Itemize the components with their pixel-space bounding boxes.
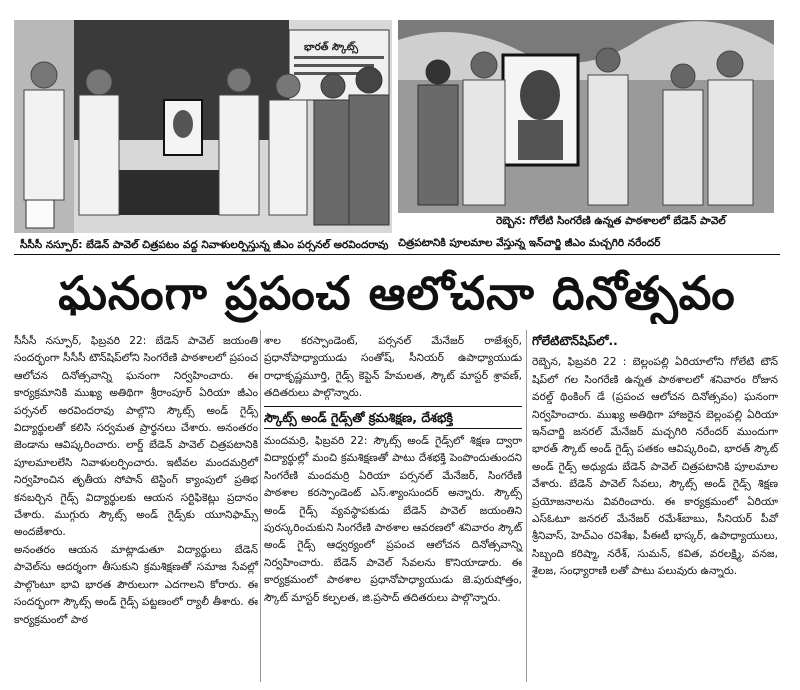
article-paragraph: అనంతరం ఆయన మాట్లాడుతూ విద్యార్థులు బేడెన్ పావెల్‌ను ఆదర్శంగా తీసుకుని క్రమశిక్షణతో సమాజ సేవల్లో పాల్గొంటూ భావి భారత పౌరులుగా ఎదగాలని కోరారు. ఈ సందర్భంగా స్కౌట్స్ అండ్ గైడ్స్ పట్టణంలో ర్యాలీ తీశారు. ఈ కార్యక్రమంలో పాఠ [14,543,258,626]
svg-text:భారత్ స్కౌట్స్: భారత్ స్కౌట్స్ [304,42,359,53]
article-paragraph: సీసీసీ నస్పూర్, ఫిబ్రవరి 22: బేడెన్ పావెల్ జయంతి సందర్భంగా సీసీసీ టౌన్‌షిప్‌లోని సింగరేణి పాఠశాలలో ప్రపంచ ఆలోచన దినోత్సవాన్ని ఘనంగా నిర్వహించారు. ఈ కార్యక్రమానికి ముఖ్య అతిథిగా శ్రీరాంపూర్ ఏరియా జీఎం పర్సనల్ అరవిందరావు పాల్గొని స్కౌట్స్ అండ్ గైడ్స్ విద్యార్థులతో కలిసి సర్వమత ప్రార్థనలు చేశారు. అనంతరం జెండాను ఆవిష్కరించారు. లార్డ్ బేడెన్ పావెల్ చిత్రపటానికి పూలమాలలేసి నివాళులర్పించారు. ఇటీవల మందమర్రిలో నిర్వహించిన తృతీయ సోపాన్ టెస్టింగ్ క్యాంపులో ప్రతిభ కనబర్చిన గైడ్స్ విద్యార్థులకు ఆయన సర్టిఫికెట్లు ప్రదానం చేశారు. ముగ్గురు స్కౌట్స్ అండ్ గైడ్స్‌కు యూనిఫామ్స్ అందజేశారు. [14,335,258,539]
article-headline: ఘనంగా ప్రపంచ ఆలోచనా దినోత్సవం [58,266,736,320]
article-column-3 [532,333,778,581]
section-subheading: గోలేటిటౌన్‌షిప్‌లో.. [532,334,618,348]
photo-caption-right-line2: చిత్రపటానికి పూలమాల వేస్తున్న ఇన్‌చార్జి జీఎం మచ్చగిరి నరేందర్ [398,237,661,249]
article-paragraph: రెబ్బెన, ఫిబ్రవరి 22 : బెల్లంపల్లి ఏరియాలోని గోలేటి టౌన్ షిప్‌లో గల సింగరేణి ఉన్నత పాఠశాలలో శనివారం రోజున వరల్డ్ థింకింగ్ డే (ప్రపంచ ఆలోచన దినోత్సవం) ఘనంగా నిర్వహించారు. ముఖ్య అతిథిగా హాజరైన బెల్లంపల్లి ఏరియా ఇన్‌చార్జి జనరల్ మేనేజర్ మచ్చగిరి నరేందర్ ముందుగా భారత్ స్కౌట్ అండ్ గైడ్స్ పతకం ఆవిష్కరించి, భారత్ స్కౌట్ అండ్ గైడ్స్ అధ్యుడు బేడెన్ పావెల్ చిత్రపటానికి పూలమాల వేశారు. బేడెన్ పావెల్ సేవలు, స్కౌట్స్ అండ్ గైడ్స్ శిక్షణ ప్రయోజనాలను వివరించారు. ఈ కార్యక్రమంలో ఏరియా ఎస్‌ఓటూ జనరల్ మేనేజర్ రమేశ్‌బాబు, సీనియర్ పీవో శ్రీనివాస్, హెచ్ఎం రవిశేఖ, పీఈటీ భాస్కర్, ఉపాధ్యాయులు, సిబ్బంది కరిష్మా, నరేశ్, సుమన్, కవిత, వరలక్ష్మి, వనజ, శైలజ, సంధ్యారాణి లతో పాటు పలువురు ఉన్నారు. [532,356,778,578]
article-paragraph: శాల కరస్పాండెంట్, పర్సనల్ మేనేజర్ రాజేశ్వర్, ప్రధానోపాధ్యాయుడు సంతోష్, సీనియర్ ఉపాధ్యాయుడు రాధాకృష్ణమూర్తి, గైడ్స్ కెప్టెన్ హేమలత, స్కౌట్ మాస్టర్ శ్రావణ్, తదితరులు పాల్గొన్నారు. [264,335,522,400]
column-divider [260,330,261,682]
article-column-1 [14,333,258,629]
article-paragraph: మందమర్రి, ఫిబ్రవరి 22: స్కౌట్స్ అండ్ గైడ్స్‌లో శిక్షణ ద్వారా విద్యార్థుల్లో మంచి క్రమశిక్షణతో పాటు దేశభక్తి పెంపొందుతుందని సింగరేణి మందమర్రి ఏరియా పర్సనల్ మేనేజర్, సింగరేణి పాఠశాల కరస్పాండెంట్ ఎస్.శ్యాంసుందర్ అన్నారు. స్కౌట్స్ అండ్ గైడ్స్ వ్యవస్థాపకుడు బేడెన్ పావెల్ జయంతిని పురస్కరించుకుని సింగరేణి పాఠశాల ఆవరణలో శనివారం స్కౌట్ అండ్ గైడ్స్ ఆధ్వర్యంలో ప్రపంచ ఆలోచన దినోత్సవాన్ని నిర్వహించారు. బేడెన్ పావెల్ సేవలను కొనియాడారు. ఈ కార్యక్రమంలో పాఠశాల ప్రధానోపాధ్యాయుడు జె.పురుషోత్తం, స్కౌట్ మాస్టర్ కల్పలత, జి.ప్రసాద్ తదితరులు పాల్గొన్నారు. [264,435,522,604]
photo-caption-left: సీసీసీ నస్పూర్: బేడెన్ పావెల్ చిత్రపటం వద్ద నివాళులర్పిస్తున్న జీఎం పర్సనల్ అరవిందరావు [20,239,389,251]
photo-ceremony-nasspur [14,20,392,233]
photo-ceremony-goleti [398,20,774,213]
section-subheading: స్కౌట్స్ అండ్ గైడ్స్‌తో క్రమశిక్షణ, దేశభక్తి [264,406,522,429]
section-divider [14,254,780,255]
photo-caption-right-line1: రెబ్బెన: గోలేటి సింగరేణి ఉన్నత పాఠశాలలో బేడెన్ పావెల్ [496,215,726,227]
article-column-2 [264,333,522,607]
column-divider [526,330,527,682]
